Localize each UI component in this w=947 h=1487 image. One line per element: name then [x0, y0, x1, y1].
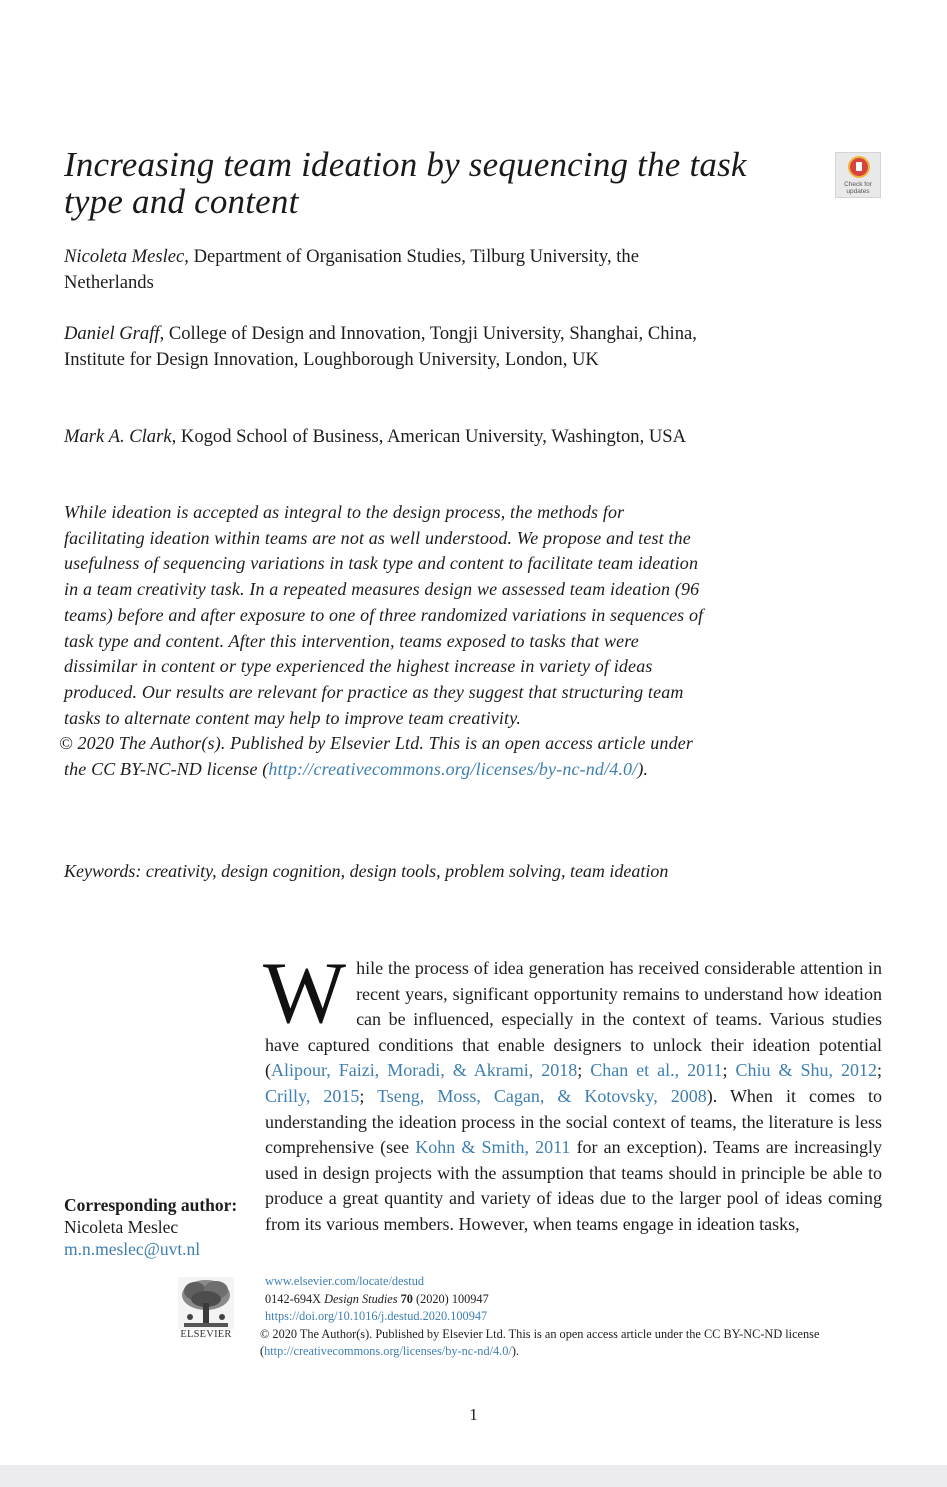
corresponding-author — [64, 1194, 254, 1260]
article-title: Increasing team ideation by sequencing the task type and content — [64, 145, 747, 221]
citation-link[interactable]: Kohn & Smith, 2011 — [415, 1137, 571, 1158]
body-paragraph — [263, 945, 882, 1238]
affiliation-text: , Department of Organisation Studies, Tilburg University, the Netherlands — [64, 246, 639, 293]
check-for-updates-badge[interactable] — [835, 152, 881, 198]
elsevier-wordmark: ELSEVIER — [180, 1329, 232, 1340]
citation-link[interactable]: Alipour, Faizi, Moradi, & Akrami, 2018 — [271, 1060, 578, 1081]
corresponding-author-email[interactable]: m.n.meslec@uvt.nl — [64, 1239, 201, 1259]
issn: 0142-694X — [265, 1291, 322, 1306]
copyright-suffix: ). — [637, 759, 649, 780]
body-text — [263, 945, 882, 1234]
author-name: Mark A. Clark — [64, 426, 172, 447]
body-text-segment: hile the process of idea generation has received considerable attention in recent years, significant opportunity remains to understand how ideation can be influenced, especially in the context of teams. Various studies have captured conditions that enable designers to unlock their ideation potential ( — [265, 958, 882, 1081]
bookmark-icon — [848, 156, 870, 178]
body-text-segment: ; — [722, 1060, 736, 1081]
body-text-segment: ; — [577, 1060, 591, 1081]
corresponding-author-label: Corresponding author: — [64, 1195, 238, 1215]
body-text-segment: ; — [359, 1085, 378, 1106]
check-for-updates-label: Check for updates — [844, 181, 872, 195]
corresponding-author-name: Nicoleta Meslec — [64, 1217, 179, 1237]
author-affiliation — [64, 424, 704, 450]
citation-link[interactable]: Chan et al., 2011 — [590, 1060, 723, 1081]
body-text-segment: ). When it comes to understanding the ideation process in the social context of teams, the literature is less comprehensive (see — [265, 1085, 882, 1158]
viewer-bottom-bar — [0, 1465, 947, 1487]
journal-name: Design Studies — [324, 1291, 398, 1306]
license-link[interactable]: http://creativecommons.org/licenses/by-nc-nd/4.0/ — [268, 759, 638, 780]
body-text-segment: ; — [876, 1060, 882, 1081]
author-name: Nicoleta Meslec — [64, 246, 185, 267]
citation-link[interactable]: Chiu & Shu, 2012 — [735, 1060, 877, 1081]
affiliation-text: , College of Design and Innovation, Tongji University, Shanghai, China, Institute for Design Innovation, Loughborough University, London, UK — [64, 323, 697, 370]
page-number: 1 — [469, 1405, 478, 1424]
license-prefix: © 2020 The Author(s). Published by Elsevier Ltd. This is an open access article under the CC BY-NC-ND license ( — [260, 1326, 820, 1358]
citation-line — [265, 1291, 885, 1309]
citation-link[interactable]: Crilly, 2015 — [265, 1085, 360, 1106]
footer-license-link[interactable]: http://creativecommons.org/licenses/by-nc-nd/4.0/ — [264, 1344, 512, 1358]
journal-homepage-link[interactable]: www.elsevier.com/locate/destud — [265, 1274, 425, 1288]
abstract-text: While ideation is accepted as integral to the design process, the methods for facilitating ideation within teams are not as well understood. We propose and test the usefulness of sequencing variations in task type and content to facilitate team ideation in a team creativity task. In a repeated measures design we assessed team ideation (96 teams) before and after exposure to one of three randomized variations in sequences of task type and content. After this intervention, teams exposed to tasks that were dissimilar in content or type experienced the highest increase in variety of ideas produced. Our results are relevant for practice as they suggest that structuring team tasks to alternate content may help to improve team creativity. — [64, 502, 704, 728]
citation-link[interactable]: Tseng, Moss, Cagan, & Kotovsky, 2008 — [377, 1085, 707, 1106]
abstract — [59, 500, 704, 783]
author-affiliation — [64, 244, 704, 295]
drop-cap: W — [263, 945, 347, 1042]
elsevier-logo — [176, 1277, 236, 1343]
keywords: Keywords: creativity, design cognition, design tools, problem solving, team ideation — [64, 861, 669, 881]
author-name: Daniel Graff — [64, 323, 160, 344]
copyright-prefix: © 2020 The Author(s). Published by Elsevier Ltd. This is an open access article under the CC BY-NC-ND license ( — [59, 733, 694, 780]
article-footer — [260, 1273, 885, 1361]
doi-link[interactable]: https://doi.org/10.1016/j.destud.2020.100947 — [265, 1309, 488, 1323]
volume: 70 — [400, 1291, 413, 1306]
license-suffix: ). — [511, 1344, 519, 1358]
author-affiliation — [64, 321, 704, 372]
affiliation-text: , Kogod School of Business, American University, Washington, USA — [171, 426, 687, 447]
abstract-copyright — [59, 733, 693, 779]
year-article: (2020) 100947 — [415, 1291, 489, 1306]
tree-icon — [178, 1277, 234, 1329]
footer-license — [260, 1326, 885, 1361]
body-text-segment: for an exception). Teams are increasingly used in design projects with the assumption that teams should in principle be able to produce a great quantity and variety of ideas due to the larger pool of ideas coming from its various members. However, when teams engage in ideation tasks, — [265, 1137, 882, 1234]
